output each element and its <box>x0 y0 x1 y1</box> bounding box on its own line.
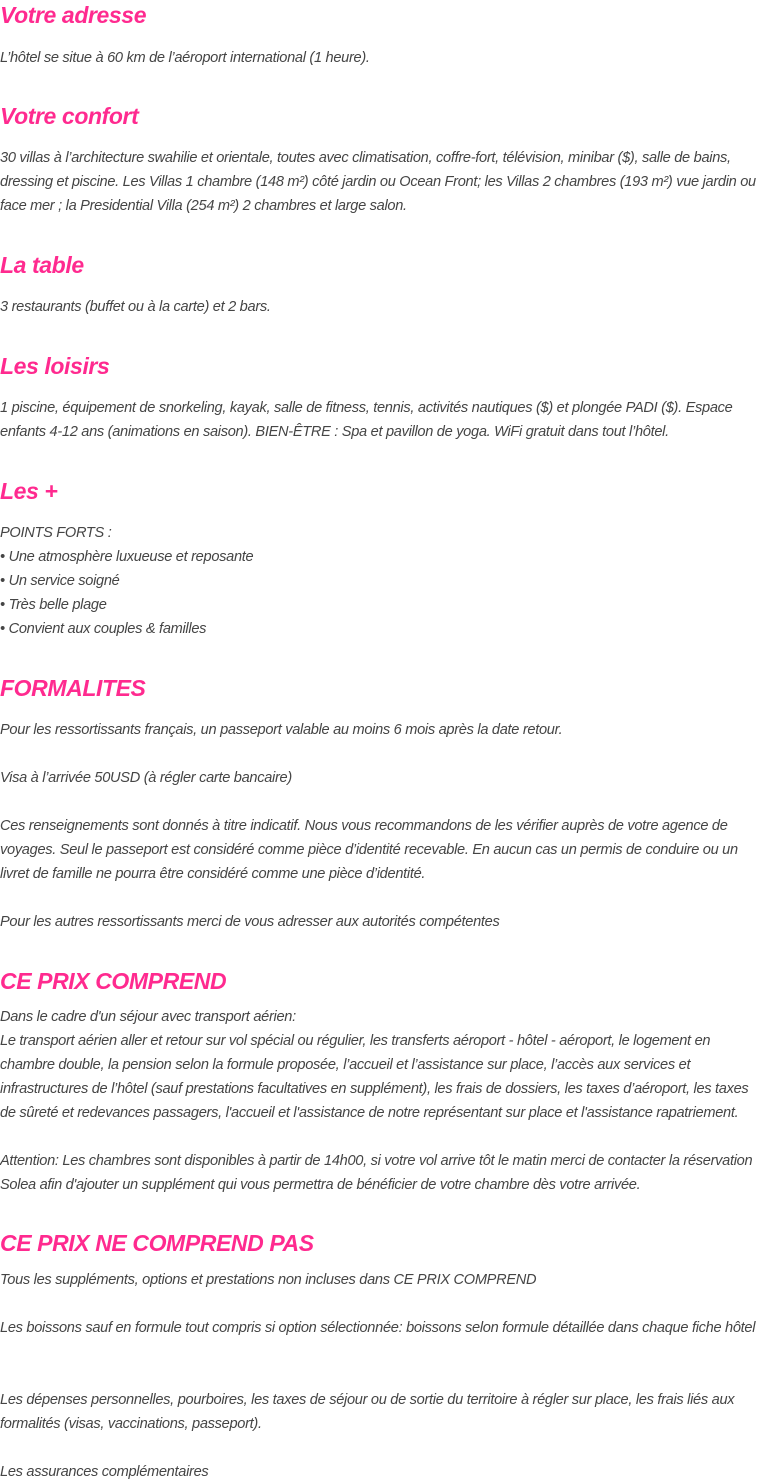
section-title-formalites: FORMALITES <box>0 675 146 701</box>
formalites-text-2: Visa à l’arrivée 50USD (à régler carte bancaire) <box>0 770 292 786</box>
section-title-adresse: Votre adresse <box>0 2 147 28</box>
section-ne-comprend-pas <box>0 1228 758 1258</box>
section-plus <box>0 476 758 506</box>
section-formalites-body <box>0 718 758 742</box>
section-title-table: La table <box>0 252 84 278</box>
formalites-visa-block <box>0 766 758 790</box>
loisirs-text: 1 piscine, équipement de snorkeling, kayak, salle de fitness, tennis, activités nautiques ($) et plongée PADI ($). Espace enfants 4-12 ans (animations en saison). BIEN-ÊTRE : Spa et pavillon de yoga. WiFi gratuit dans tout l’hôtel. <box>0 400 733 440</box>
section-title-loisirs: Les loisirs <box>0 353 110 379</box>
list-item: • Un service soigné <box>0 569 758 593</box>
ne-comprend-assurances-block <box>0 1460 758 1484</box>
points-forts-list <box>0 545 758 641</box>
points-forts-label: POINTS FORTS : <box>0 525 112 541</box>
ne-comprend-depenses-block <box>0 1388 758 1436</box>
section-confort <box>0 101 758 131</box>
section-formalites <box>0 673 758 703</box>
comprend-intro: Dans le cadre d'un séjour avec transport aérien: <box>0 1009 296 1025</box>
section-table <box>0 250 758 280</box>
section-comprend-body <box>0 1005 758 1125</box>
comprend-attention-block <box>0 1149 758 1197</box>
comprend-text-1: Le transport aérien aller et retour sur vol spécial ou régulier, les transferts aéroport - hôtel - aéroport, le logement en chambre double, la pension selon la formule proposée, l’accueil et l’assistance sur place, l’accès aux services et infrastructures de l’hôtel (sauf prestations facultatives en supplément), les frais de dossiers, les taxes d’aéroport, les taxes de sûreté et redevances passagers, l'accueil et l'assistance de notre représentant sur place et l'assistance rapatriement. <box>0 1033 749 1121</box>
section-title-plus: Les + <box>0 478 58 504</box>
list-item: • Convient aux couples & familles <box>0 617 758 641</box>
list-item: • Une atmosphère luxueuse et reposante <box>0 545 758 569</box>
confort-text: 30 villas à l’architecture swahilie et orientale, toutes avec climatisation, coffre-fort, télévision, minibar ($), salle de bains, dressing et piscine. Les Villas 1 chambre (148 m²) côté jardin ou Ocean Front; les Villas 2 chambres (193 m²) vue jardin ou face mer ; la Presidential Villa (254 m²) 2 chambres et large salon. <box>0 150 756 214</box>
formalites-disclaimer-block <box>0 814 758 886</box>
section-title-comprend: CE PRIX COMPREND <box>0 968 227 994</box>
section-table-body <box>0 295 758 319</box>
formalites-text-1: Pour les ressortissants français, un passeport valable au moins 6 mois après la date retour. <box>0 722 563 738</box>
list-item: • Très belle plage <box>0 593 758 617</box>
formalites-text-4: Pour les autres ressortissants merci de vous adresser aux autorités compétentes <box>0 914 500 930</box>
section-adresse-body <box>0 46 758 70</box>
comprend-text-2: Attention: Les chambres sont disponibles à partir de 14h00, si votre vol arrive tôt le matin merci de contacter la réservation Solea afin d'ajouter un supplément qui vous permettra de bénéficier de votre chambre dès votre arrivée. <box>0 1153 753 1193</box>
section-title-confort: Votre confort <box>0 103 139 129</box>
ne-comprend-boissons-block <box>0 1316 758 1340</box>
formalites-text-3: Ces renseignements sont donnés à titre indicatif. Nous vous recommandons de les vérifier auprès de votre agence de voyages. Seul le passeport est considéré comme pièce d’identité recevable. En aucun cas un permis de conduire ou un livret de famille ne pourra être considéré comme une pièce d’identité. <box>0 818 738 882</box>
section-plus-body <box>0 521 758 641</box>
ne-comprend-text-4: Les assurances complémentaires <box>0 1464 209 1480</box>
section-comprend <box>0 966 758 996</box>
formalites-others-block <box>0 910 758 934</box>
section-loisirs-body <box>0 396 758 444</box>
section-title-ne-comprend-pas: CE PRIX NE COMPREND PAS <box>0 1230 314 1256</box>
ne-comprend-text-2: Les boissons sauf en formule tout compris si option sélectionnée: boissons selon formule détaillée dans chaque fiche hôtel <box>0 1320 756 1336</box>
section-adresse <box>0 0 758 30</box>
section-loisirs <box>0 351 758 381</box>
section-confort-body <box>0 146 758 218</box>
table-text: 3 restaurants (buffet ou à la carte) et 2 bars. <box>0 299 271 315</box>
section-ne-comprend-pas-body <box>0 1268 758 1292</box>
ne-comprend-text-3: Les dépenses personnelles, pourboires, les taxes de séjour ou de sortie du territoire à régler sur place, les frais liés aux formalités (visas, vaccinations, passeport). <box>0 1392 735 1432</box>
adresse-text: L’hôtel se situe à 60 km de l’aéroport international (1 heure). <box>0 50 370 66</box>
ne-comprend-text-1: Tous les suppléments, options et prestations non incluses dans CE PRIX COMPREND <box>0 1272 537 1288</box>
